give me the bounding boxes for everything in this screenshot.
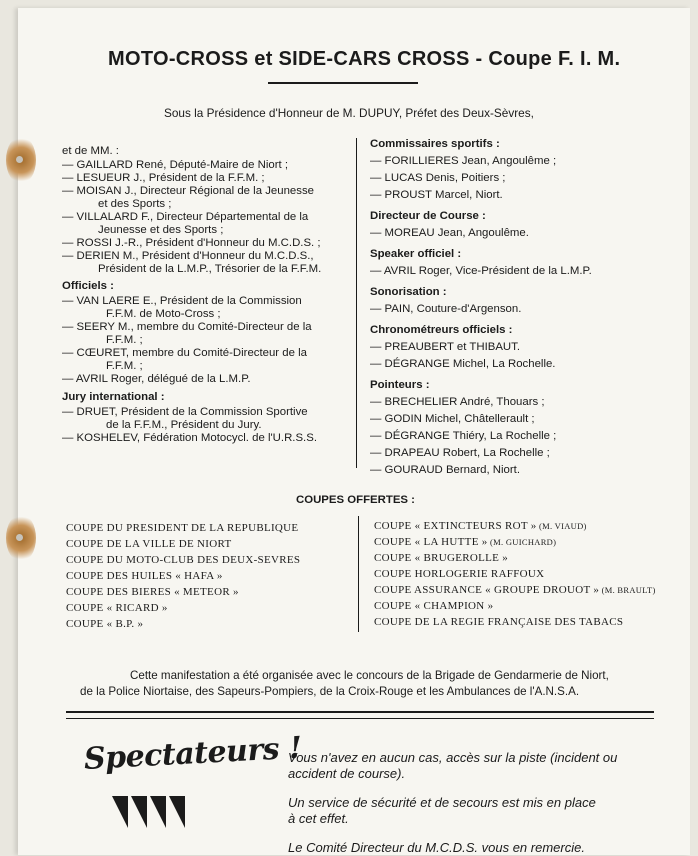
honneur-line: — MOISAN J., Directeur Régional de la Jeunesse (62, 185, 314, 197)
right-line: — BRECHELIER André, Thouars ; (370, 396, 545, 408)
coupe-left-item: COUPE DES HUILES « HAFA » (66, 570, 223, 582)
right-line: — GOURAUD Bernard, Niort. (370, 464, 521, 476)
right-line: — DRAPEAU Robert, La Rochelle ; (370, 447, 550, 459)
coupe-left-item: COUPE DES BIERES « METEOR » (66, 586, 239, 598)
jury-line: — DRUET, Président de la Commission Sportive (62, 406, 308, 418)
officiel-line: F.F.M. de Moto-Cross ; (106, 308, 221, 320)
right-line: — DÉGRANGE Thiéry, La Rochelle ; (370, 430, 557, 442)
pointeurs-heading: Pointeurs : (370, 379, 430, 391)
coupes-divider (358, 516, 359, 632)
coupe-sponsor-note: (M. GUICHARD) (487, 537, 557, 547)
coupe-right-item: COUPE « EXTINCTEURS ROT » (M. VIAUD) (374, 520, 587, 532)
coupe-right-item: COUPE DE LA REGIE FRANÇAISE DES TABACS (374, 616, 624, 628)
coupe-left-item: COUPE « B.P. » (66, 618, 144, 630)
coupe-right-item: COUPE ASSURANCE « GROUPE DROUOT » (M. BRAULT) (374, 584, 656, 596)
honneur-line: — GAILLARD René, Député-Maire de Niort ; (62, 159, 289, 171)
jury-line: de la F.F.M., Président du Jury. (106, 419, 262, 431)
coupe-right-item: COUPE HORLOGERIE RAFFOUX (374, 568, 545, 580)
triangles-icon (112, 796, 188, 830)
coupe-right-item: COUPE « BRUGEROLLE » (374, 552, 509, 564)
column-divider (356, 138, 357, 468)
officiel-line: — SEERY M., membre du Comité-Directeur de la (62, 321, 312, 333)
thanks-line: Le Comité Directeur du M.C.D.S. vous en remercie. (288, 840, 585, 855)
title-underline (268, 82, 418, 84)
spectateurs-rule-top (66, 711, 654, 713)
honneur-line: et des Sports ; (98, 198, 172, 210)
coupe-left-item: COUPE DU PRESIDENT DE LA REPUBLIQUE (66, 522, 299, 534)
coupe-sponsor-note: (M. VIAUD) (536, 521, 587, 531)
directeur-heading: Directeur de Course : (370, 210, 486, 222)
right-line: — GODIN Michel, Châtellerault ; (370, 413, 535, 425)
right-line: — PREAUBERT et THIBAUT. (370, 341, 521, 353)
coupe-right-item: COUPE « CHAMPION » (374, 600, 494, 612)
left-intro: et de MM. : (62, 145, 119, 157)
officiel-line: F.F.M. ; (106, 360, 143, 372)
coupe-right-item: COUPE « LA HUTTE » (M. GUICHARD) (374, 536, 557, 548)
coupe-sponsor-note: (M. BRAULT) (599, 585, 656, 595)
right-line: — AVRIL Roger, Vice-Président de la L.M.P. (370, 265, 592, 277)
speaker-heading: Speaker officiel : (370, 248, 462, 260)
officiel-line: — AVRIL Roger, délégué de la L.M.P. (62, 373, 251, 385)
honneur-line: — VILLALARD F., Directeur Départemental de la (62, 211, 309, 223)
jury-line: — KOSHELEV, Fédération Motocycl. de l'U.R.S.S. (62, 432, 317, 444)
page-title: MOTO-CROSS et SIDE-CARS CROSS - Coupe F. I. M. (108, 48, 621, 70)
service-line: Un service de sécurité et de secours est mis en place (288, 795, 596, 810)
chrono-heading: Chronométreurs officiels : (370, 324, 513, 336)
punch-hole (16, 534, 23, 541)
warning-line: accident de course). (288, 765, 406, 781)
sonorisation-heading: Sonorisation : (370, 286, 447, 298)
honneur-line: — DERIEN M., Président d'Honneur du M.C.D.S., (62, 250, 314, 262)
officiel-line: F.F.M. ; (106, 334, 143, 346)
officiel-line: — VAN LAERE E., Président de la Commission (62, 295, 302, 307)
program-page (18, 8, 690, 855)
coupe-left-item: COUPE « RICARD » (66, 602, 168, 614)
coupe-left-item: COUPE DU MOTO-CLUB DES DEUX-SEVRES (66, 554, 301, 566)
right-line: — PROUST Marcel, Niort. (370, 189, 503, 201)
manifestation-line-1: Cette manifestation a été organisée avec le concours de la Brigade de Gendarmerie de Niort, (130, 669, 609, 682)
warning-line: Vous n'avez en aucun cas, accès sur la piste (incident ou (288, 750, 618, 765)
punch-hole (16, 156, 23, 163)
spectateurs-rule-second (66, 718, 654, 719)
honneur-line: — ROSSI J.-R., Président d'Honneur du M.C.D.S. ; (62, 237, 321, 249)
officiel-line: — CŒURET, membre du Comité-Directeur de la (62, 347, 307, 359)
right-line: — PAIN, Couture-d'Argenson. (370, 303, 522, 315)
officiels-heading: Officiels : (62, 280, 114, 292)
honneur-line: Président de la L.M.P., Trésorier de la F.F.M. (98, 263, 322, 275)
honneur-line: Jeunesse et des Sports ; (98, 224, 224, 236)
service-line: à cet effet. (288, 810, 349, 826)
jury-heading: Jury international : (62, 391, 165, 403)
spectateurs-text-2 (288, 795, 596, 826)
right-line: — DÉGRANGE Michel, La Rochelle. (370, 358, 556, 370)
manifestation-line-2: de la Police Niortaise, des Sapeurs-Pompiers, de la Croix-Rouge et les Ambulances de l'A.N.S.A. (80, 685, 580, 698)
coupe-left-item: COUPE DE LA VILLE DE NIORT (66, 538, 232, 550)
coupes-heading: COUPES OFFERTES : (296, 494, 415, 506)
presidence-line: Sous la Présidence d'Honneur de M. DUPUY, Préfet des Deux-Sèvres, (164, 106, 534, 120)
spectateurs-title: Spectateurs ! (83, 730, 303, 777)
right-line: — FORILLIERES Jean, Angoulême ; (370, 155, 557, 167)
right-line: — LUCAS Denis, Poitiers ; (370, 172, 506, 184)
honneur-line: — LESUEUR J., Président de la F.F.M. ; (62, 172, 265, 184)
spectateurs-text-1 (288, 750, 617, 781)
spectateurs-text-3 (288, 840, 585, 856)
right-line: — MOREAU Jean, Angoulême. (370, 227, 529, 239)
commissaires-heading: Commissaires sportifs : (370, 138, 500, 150)
